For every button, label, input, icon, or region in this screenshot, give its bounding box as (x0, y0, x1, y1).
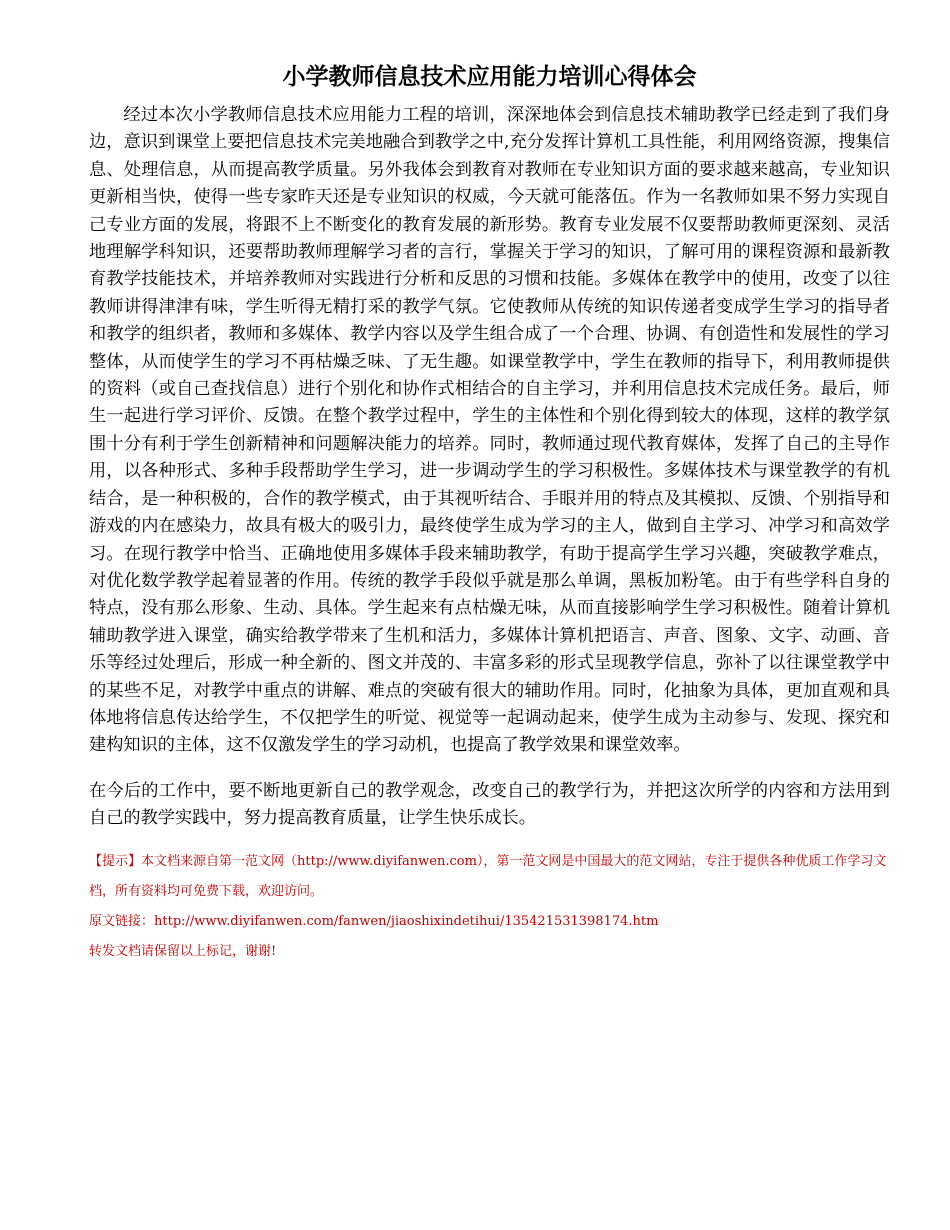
repost-notice: 转发文档请保留以上标记，谢谢! (89, 943, 277, 959)
source-notice (89, 847, 890, 967)
body-paragraph-2: 在今后的工作中，要不断地更新自己的教学观念，改变自己的教学行为，并把这次所学的内容和方法用到自己的教学实践中，努力提高教育质量，让学生快乐成长。 (89, 780, 890, 829)
body-paragraph-1: 经过本次小学教师信息技术应用能力工程的培训，深深地体会到信息技术辅助教学已经走到了我们身边，意识到课堂上要把信息技术完美地融合到教学之中,充分发挥计算机工具性能，利用网络资源，搜集信息、处理信息，从而提高教学质量。另外我体会到教育对教师在专业知识方面的要求越来越高，专业知识更新相当快，使得一些专家昨天还是专业知识的权威，今天就可能落伍。作为一名教师如果不努力实现自己专业方面的发展，将跟不上不断变化的教育发展的新形势。教育专业发展不仅要帮助教师更深刻、灵活地理解学科知识，还要帮助教师理解学习者的言行，掌握关于学习的知识，了解可用的课程资源和最新教育教学技能技术，并培养教师对实践进行分析和反思的习惯和技能。多媒体在教学中的使用，改变了以往教师讲得津津有味，学生听得无精打采的教学气氛。它使教师从传统的知识传递者变成学生学习的指导者和教学的组织者，教师和多媒体、教学内容以及学生组合成了一个合理、协调、有创造性和发展性的学习整体，从而使学生的学习不再枯燥乏味、了无生趣。如课堂教学中，学生在教师的指导下，利用教师提供的资料（或自己查找信息）进行个别化和协作式相结合的自主学习，并利用信息技术完成任务。最后，师生一起进行学习评价、反馈。在整个教学过程中，学生的主体性和个别化得到较大的体现，这样的教学氛围十分有利于学生创新精神和问题解决能力的培养。同时，教师通过现代教育媒体，发挥了自己的主导作用，以各种形式、多种手段帮助学生学习，进一步调动学生的学习积极性。多媒体技术与课堂教学的有机结合，是一种积极的，合作的教学模式，由于其视听结合、手眼并用的特点及其模拟、反馈、个别指导和游戏的内在感染力，故具有极大的吸引力，最终使学生成为学习的主人，做到自主学习、冲学习和高效学习。在现行教学中恰当、正确地使用多媒体手段来辅助教学，有助于提高学生学习兴趣，突破教学难点，对优化数学教学起着显著的作用。传统的教学手段似乎就是那么单调，黑板加粉笔。由于有些学科自身的特点，没有那么形象、生动、具体。学生起来有点枯燥无味，从而直接影响学生学习积极性。随着计算机辅助教学进入课堂，确实给教学带来了生机和活力，多媒体计算机把语言、声音、图象、文字、动画、音乐等经过处理后，形成一种全新的、图文并茂的、丰富多彩的形式呈现教学信息，弥补了以往课堂教学中的某些不足，对教学中重点的讲解、难点的突破有很大的辅助作用。同时，化抽象为具体，更加直观和具体地将信息传达给学生，不仅把学生的听觉、视觉等一起调动起来，使学生成为主动参与、发现、探究和建构知识的主体，这不仅激发学生的学习动机，也提高了教学效果和课堂效率。 (89, 105, 890, 756)
notice-text: 【提示】本文档来源自第一范文网（http://www.diyifanwen.com），第一范文网是中国最大的范文网站，专注于提供各种优质工作学习文档，所有资料均可免费下载，欢迎访问。 (89, 853, 887, 899)
document-title: 小学教师信息技术应用能力培训心得体会 (282, 63, 697, 90)
source-link[interactable]: 原文链接：http://www.diyifanwen.com/fanwen/jiaoshixindetihui/135421531398174.htm (89, 913, 659, 929)
